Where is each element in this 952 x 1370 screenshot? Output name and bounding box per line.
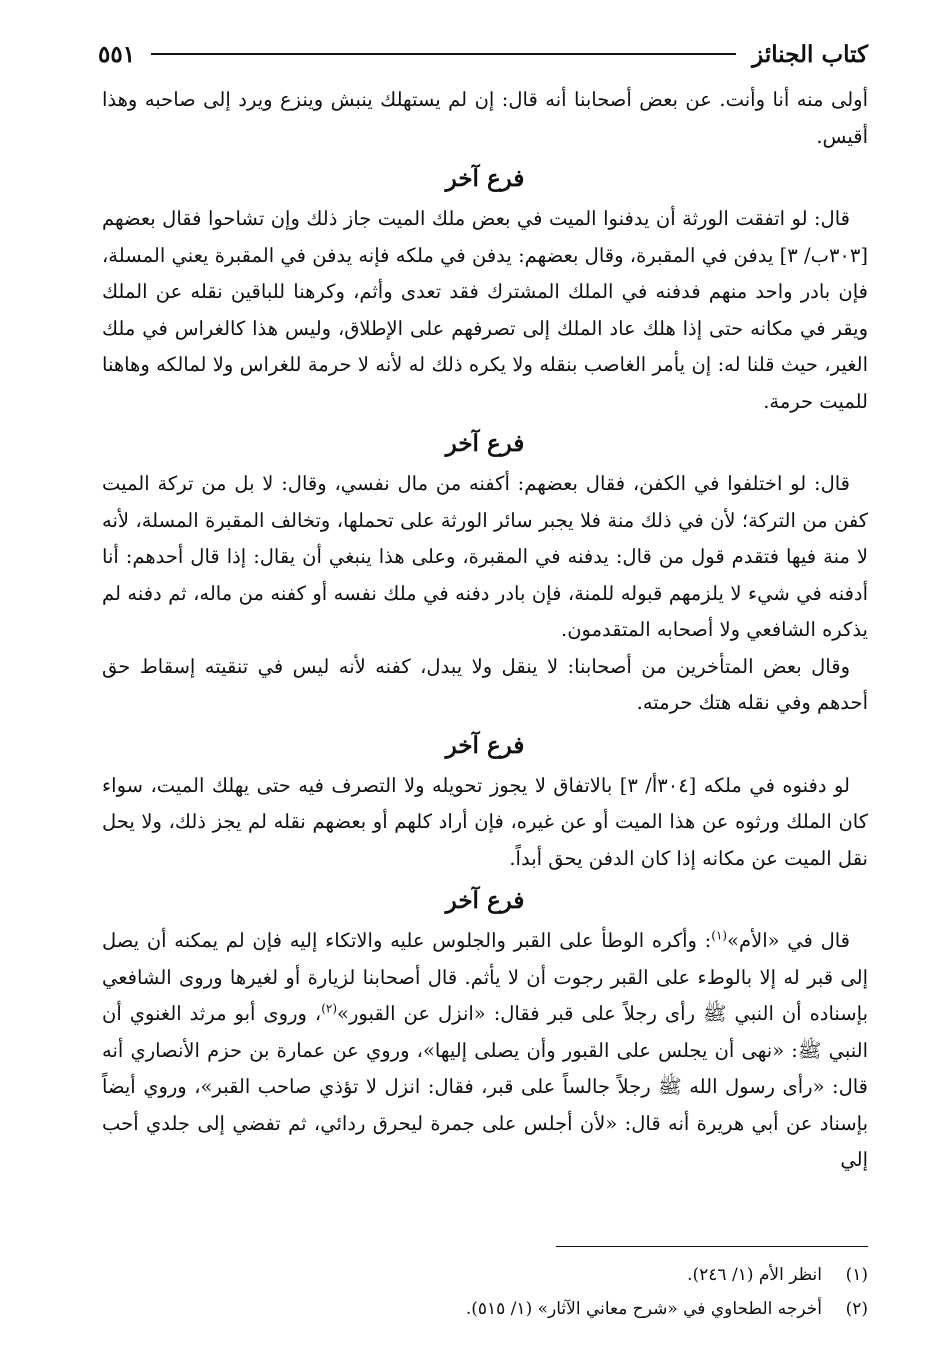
book-title: كتاب الجنائز — [752, 40, 868, 68]
paragraph: قال: لو اتفقت الورثة أن يدفنوا الميت في بعض ملك الميت جاز ذلك وإن تشاحوا فقال بعضهم [٣٠٣ب/ ٣] يدفن في المقبرة، وقال بعضهم: يدفن في ملكه فإنه يدفن في المقبرة يعني المسلة، فإن بادر واحد منهم فدفنه في الملك المشترك فقد تعدى وأثم، وكرهنا للباقين نقله عن الملك ويقر في مكانه حتى إذا هلك عاد الملك إلى تصرفهم على الإطلاق، وليس هذا كالغراس في ملك الغير، حيث قلنا له: إن يأمر الغاصب بنقله ولا يكره ذلك له لأنه لا حرمة للغراس ولا لمالكه وهاهنا للميت حرمة. — [102, 207, 868, 413]
paragraph: لو دفنوه في ملكه [٣٠٤أ/ ٣] بالاتفاق لا يجوز تحويله ولا التصرف فيه حتى يهلك الميت، سواء كان الملك ورثوه عن هذا الميت أو عن غيره، فإن أراد كلهم أو بعضهم نقله لم يجز ذلك، ولا يحل نقل الميت عن مكانه إذا كان الدفن يحق أبداً. — [102, 773, 868, 870]
footnotes — [102, 1258, 868, 1326]
section-heading: فرع آخر — [445, 731, 525, 759]
footnote-ref[interactable]: (٢) — [321, 1001, 338, 1016]
paragraph: وقال بعض المتأخرين من أصحابنا: لا ينقل ولا يبدل، كفنه لأنه ليس في تنقيته إسقاط حق أحدهم وفي نقله هتك حرمته. — [102, 654, 868, 714]
footnote-text: انظر الأم (١/ ٢٤٦). — [687, 1265, 822, 1285]
paragraph: أولى منه أنا وأنت. عن بعض أصحابنا أنه قال: إن لم يستهلك ينبش وينزع ويرد إلى صاحبه وهذا أقيس. — [102, 88, 868, 148]
footnote-number: (١) — [845, 1265, 868, 1285]
paragraph — [102, 923, 868, 1179]
section-heading: فرع آخر — [445, 887, 525, 914]
main-text — [102, 82, 868, 1179]
section-heading: فرع آخر — [445, 165, 525, 192]
footnote-text: أخرجه الطحاوي في «شرح معاني الآثار» (١/ ٥١٥). — [465, 1299, 822, 1319]
footnote — [102, 1258, 868, 1292]
page-number: ٥٥١ — [98, 40, 136, 68]
footnote-number: (٢) — [845, 1299, 868, 1319]
text-run: : وأكره الوطأ على القبر والجلوس عليه والاتكاء إليه فإن لم يمكنه أن يصل إلى قبر له إلا بالوطء على القبر رجوت أن لا يأثم. قال أصحابنا لزيارة أو لغيرها وروى الشافعي بإسناده أن النبي ﷺ رأى رجلاً على قبر فقال: «انزل عن القبور» — [102, 929, 868, 1025]
header-rule — [151, 53, 736, 55]
text-run: ، وروى أبو مرثد الغنوي أن النبي ﷺ: «نهى أن يجلس على القبور وأن يصلى إليها»، وروي عن عمارة بن حزم الأنصاري أنه قال: «رأى رسول الله ﷺ رجلاً جالساً على قبر، فقال: انزل لا تؤذي صاحب القبر»، وروي أيضاً بإسناد عن أبي هريرة أنه قال: «لأن أجلس على جمرة ليحرق ردائي، ثم تفضي إلى جلدي أحب إلي — [102, 1002, 868, 1171]
footnote-separator — [556, 1246, 868, 1247]
footnote-ref[interactable]: (١) — [711, 928, 728, 943]
text-run: قال في «الأم» — [727, 929, 850, 952]
footnote — [102, 1292, 868, 1326]
page-header — [98, 34, 868, 74]
paragraph: قال: لو اختلفوا في الكفن، فقال بعضهم: أكفنه من مال نفسي، وقال: لا بل من تركة الميت كفن من التركة؛ لأن في ذلك منة فلا يجبر سائر الورثة على تحملها، وتخالف المقبرة المسلة، لأنه لا منة فيها فتقدم قول من قال: يدفنه في المقبرة، وعلى هذا ينبغي أن يقال: إذا قال أحدهم: أنا أدفنه في شيء لا يلزمهم قبوله للمنة، فإن بادر دفنه في ملك نفسه أو كفنه من ماله، ثم دفنه لم يذكره الشافعي ولا أصحابه المتقدمون. — [102, 472, 868, 641]
section-heading: فرع آخر — [445, 430, 525, 457]
